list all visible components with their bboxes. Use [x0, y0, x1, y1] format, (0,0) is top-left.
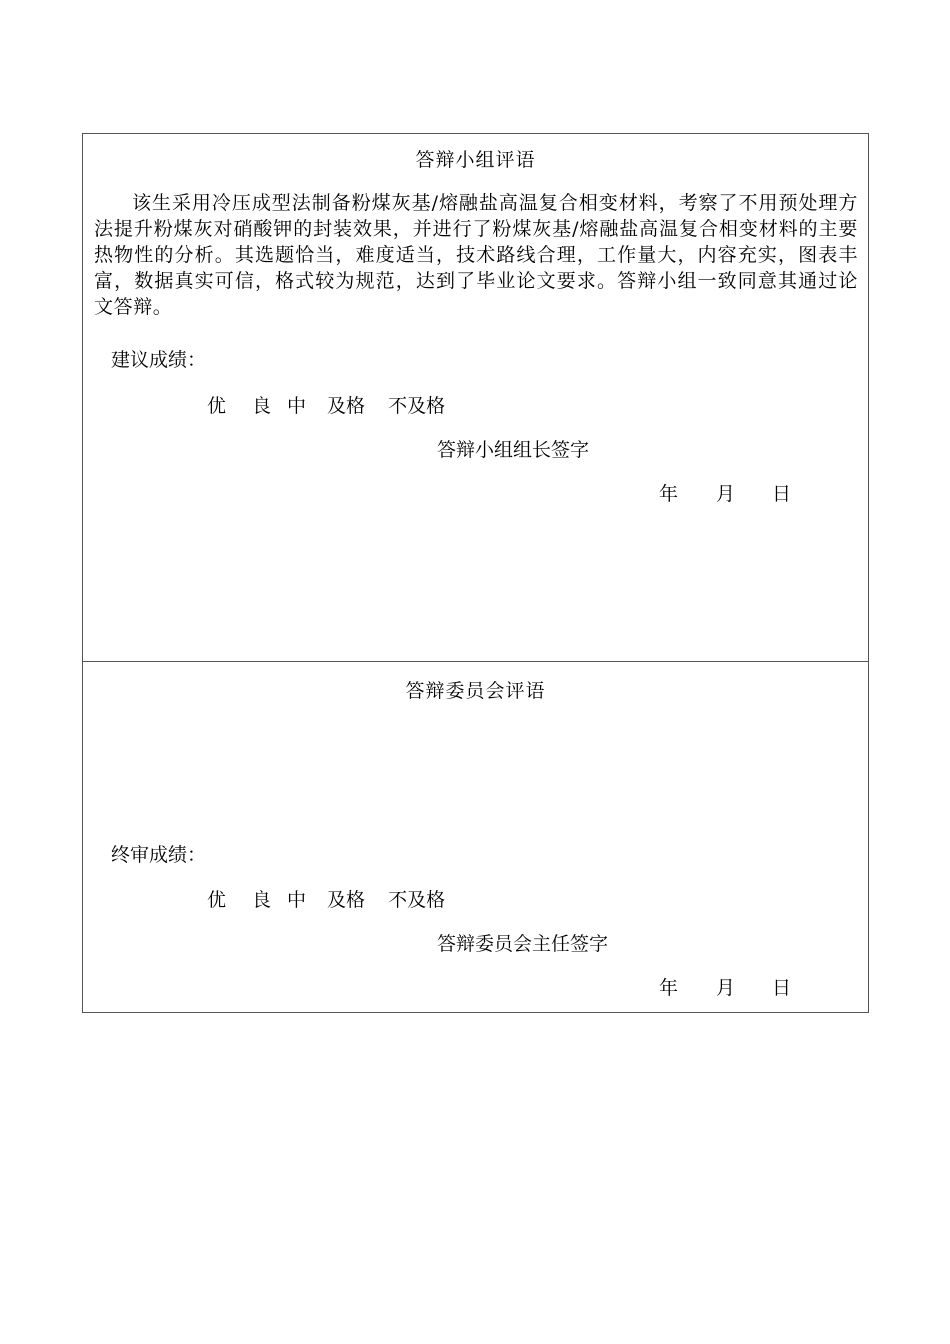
date-month-label: 月 — [716, 483, 736, 505]
group-leader-signature-label: 答辩小组组长签字 — [437, 439, 590, 461]
date-year-label: 年 — [659, 977, 679, 999]
grade-option-medium: 中 — [287, 889, 307, 911]
grade-option-pass: 及格 — [327, 395, 366, 417]
defense-committee-date — [659, 976, 791, 1000]
date-year-label: 年 — [659, 483, 679, 505]
evaluation-form — [82, 133, 869, 1013]
grade-option-pass: 及格 — [327, 889, 366, 911]
final-grade-label: 终审成绩： — [111, 844, 207, 866]
final-grade-options — [207, 888, 445, 912]
defense-group-date — [659, 482, 791, 506]
grade-option-good: 良 — [252, 889, 272, 911]
date-month-label: 月 — [716, 977, 736, 999]
defense-group-title: 答辩小组评语 — [415, 149, 536, 171]
defense-group-comment: 该生采用冷压成型法制备粉煤灰基/熔融盐高温复合相变材料，考察了不用预处理方法提升粉煤灰对硝酸钾的封装效果，并进行了粉煤灰基/熔融盐高温复合相变材料的主要热物性的分析。其选题恰当，难度适当，技术路线合理，工作量大，内容充实，图表丰富，数据真实可信，格式较为规范，达到了毕业论文要求。答辩小组一致同意其通过论文答辩。 — [94, 192, 858, 318]
date-day-label: 日 — [772, 977, 792, 999]
defense-committee-title: 答辩委员会评语 — [405, 680, 546, 702]
suggested-grade-label: 建议成绩： — [111, 349, 207, 371]
committee-chair-signature-label: 答辩委员会主任签字 — [437, 933, 609, 955]
grade-option-medium: 中 — [287, 395, 307, 417]
grade-option-fail: 不及格 — [388, 395, 446, 417]
grade-option-good: 良 — [252, 395, 272, 417]
defense-group-section — [83, 134, 868, 661]
grade-option-excellent: 优 — [207, 889, 227, 911]
suggested-grade-options — [207, 394, 445, 418]
defense-committee-section — [83, 661, 868, 1013]
date-day-label: 日 — [772, 483, 792, 505]
grade-option-fail: 不及格 — [388, 889, 446, 911]
grade-option-excellent: 优 — [207, 395, 227, 417]
